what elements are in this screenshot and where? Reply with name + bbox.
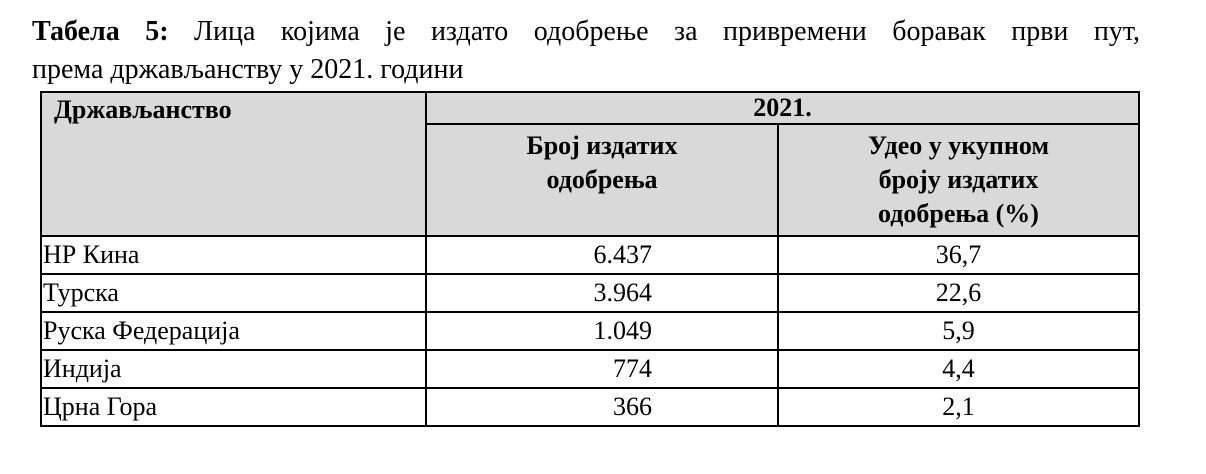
caption-text-2: према држављанству у 2021. години [32,54,464,85]
share-cell: 4,4 [778,350,1139,388]
table-row [41,236,1139,274]
count-cell [426,274,778,312]
header-permit-share-text: Удео у укупном броју издатих одобрења (%) [867,131,1050,228]
header-country: Држављанство [41,92,426,236]
country-cell: Црна Гора [41,388,426,426]
table-row [41,312,1139,350]
country-cell: Индија [41,350,426,388]
table-row [41,274,1139,312]
header-permit-count-text: Број издатих одобрења [526,131,678,194]
share-cell: 2,1 [778,388,1139,426]
share-cell: 5,9 [778,312,1139,350]
count-value: 774 [613,354,652,383]
header-permit-count [426,124,778,236]
table-caption [32,13,1140,89]
count-value: 366 [613,392,652,421]
caption-text-1: Лица којима је издато одобрење за привремени боравак први пут, [194,16,1140,47]
country-cell: Руска Федерација [41,312,426,350]
count-value: 6.437 [593,240,652,269]
header-permit-share [778,124,1139,236]
share-cell: 22,6 [778,274,1139,312]
caption-label: Табела 5: [32,16,169,47]
country-cell: НР Кина [41,236,426,274]
country-cell: Турска [41,274,426,312]
header-year: 2021. [426,92,1139,124]
count-value: 1.049 [593,316,652,345]
caption-line-1 [32,13,1140,51]
count-cell [426,312,778,350]
count-cell [426,236,778,274]
count-value: 3.964 [593,278,652,307]
count-cell [426,350,778,388]
count-cell [426,388,778,426]
table-row [41,350,1139,388]
permits-table [40,91,1140,427]
table-row [41,388,1139,426]
share-cell: 36,7 [778,236,1139,274]
